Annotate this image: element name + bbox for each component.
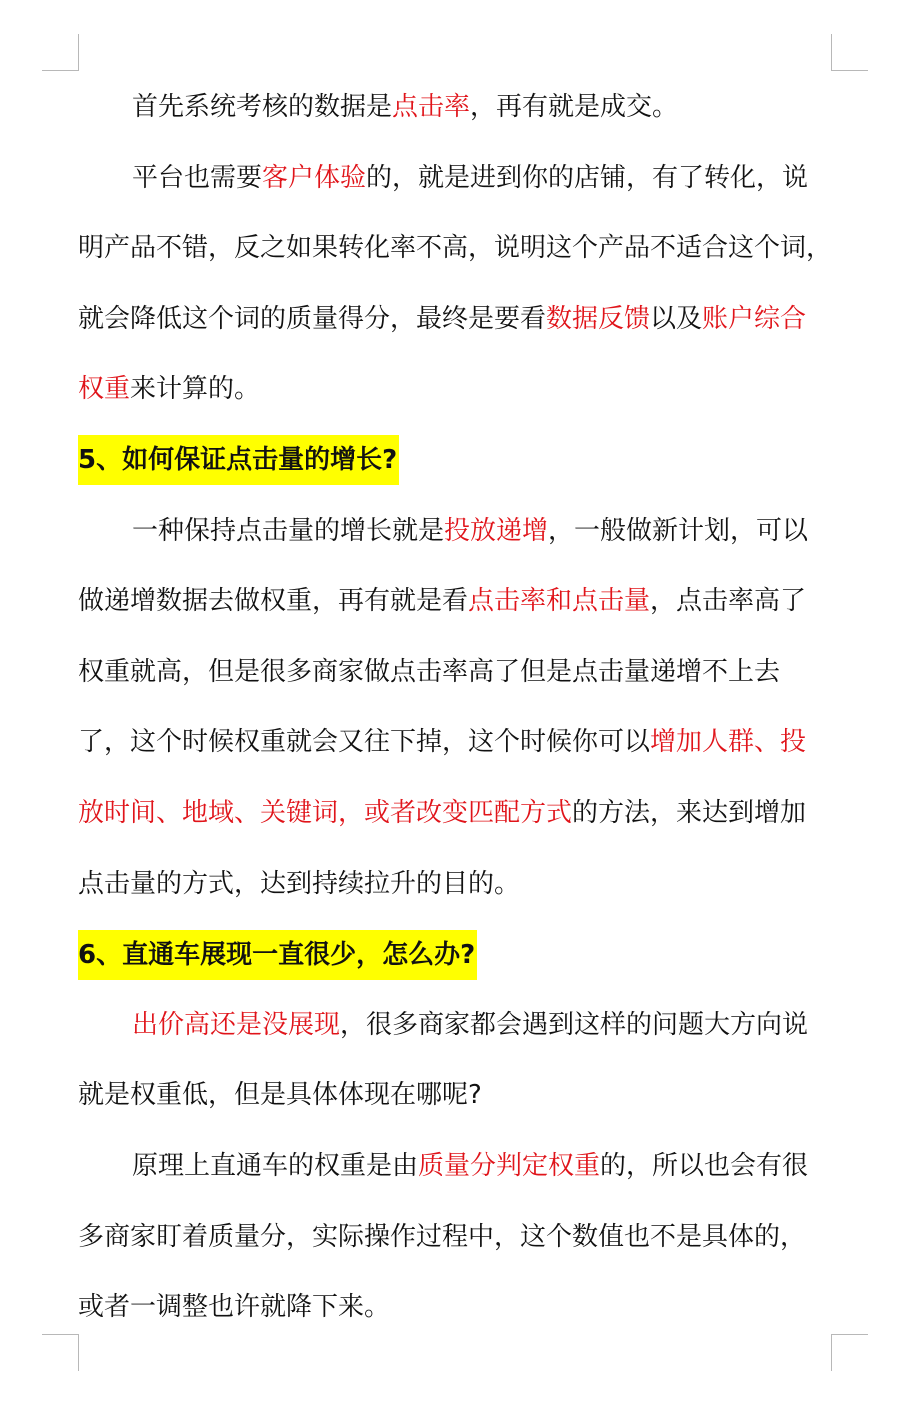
paragraph-4-line-1 [78,990,838,1061]
page-corner-mark-top-right [831,34,868,71]
highlight-text: 出价高还是没展现 [132,1009,341,1040]
paragraph-3-line-3: 权重就高，但是很多商家做点击率高了但是点击量递增不上去 [78,656,781,687]
paragraph-5-line-3: 或者一调整也许就降下来。 [78,1292,391,1323]
highlight-text: 增加人群、投 [650,727,807,758]
paragraph-2-line-1 [78,143,838,214]
text-run: 了，这个时候权重就会又往下掉，这个时候你可以 [78,727,651,758]
highlight-text: 客户体验 [262,162,367,193]
paragraph-2-line-4 [78,354,838,425]
paragraph-3-line-6: 点击量的方式，达到持续拉升的目的。 [78,868,521,899]
paragraph-4-line-2: 就是权重低，但是具体体现在哪呢? [78,1080,482,1111]
text-run: 首先系统考核的数据是 [132,92,393,122]
page-corner-mark-top-left [42,34,79,71]
text-run: ，很多商家都会遇到这样的问题大方向说 [340,1009,809,1040]
text-run: ，一般做新计划，可以 [548,515,809,546]
highlight-text: 点击率 [392,92,471,122]
document-body [78,72,838,1343]
paragraph-5-line-2: 多商家盯着质量分，实际操作过程中，这个数值也不是具体的， [78,1221,807,1252]
text-run: 的，就是进到你的店铺，有了转化，说 [366,162,809,193]
highlight-text: 数据反馈 [546,303,651,334]
paragraph-3-line-5 [78,778,838,849]
text-run: 的，所以也会有很 [600,1150,809,1181]
paragraph-3-line-1 [78,496,838,567]
highlight-text: 权重 [78,374,131,405]
text-run: 来计算的。 [130,374,261,405]
paragraph-2-line-3 [78,284,838,355]
section-heading-6 [78,919,838,990]
paragraph-3-line-4 [78,707,838,778]
text-run: ，再有就是成交。 [470,92,679,122]
paragraph-1-line-1 [78,72,838,143]
highlight-text: 账户综合 [702,303,807,334]
text-run: 一种保持点击量的增长就是 [132,515,445,546]
paragraph-5-line-1 [78,1131,838,1202]
paragraph-3-line-2 [78,566,838,637]
text-run: 平台也需要 [132,162,263,193]
highlight-text: 质量分判定权重 [418,1150,601,1181]
heading-highlight: 5、如何保证点击量的增长? [78,435,399,485]
page-corner-mark-bottom-left [42,1334,79,1371]
paragraph-2-line-2: 明产品不错，反之如果转化率不高，说明这个产品不适合这个词， [78,233,833,264]
text-run: 做递增数据去做权重，再有就是看 [78,586,469,617]
text-run: 的方法，来达到增加 [572,797,807,828]
highlight-text: 放时间、地域、关键词，或者改变匹配方式 [78,797,573,828]
section-heading-5 [78,425,838,496]
highlight-text: 投放递增 [444,515,549,546]
text-run: 原理上直通车的权重是由 [132,1150,419,1181]
text-run: 以及 [650,303,703,334]
heading-highlight: 6、直通车展现一直很少，怎么办? [78,930,477,980]
highlight-text: 点击率和点击量 [468,586,651,617]
text-run: ，点击率高了 [650,586,807,617]
text-run: 就会降低这个词的质量得分，最终是要看 [78,303,547,334]
